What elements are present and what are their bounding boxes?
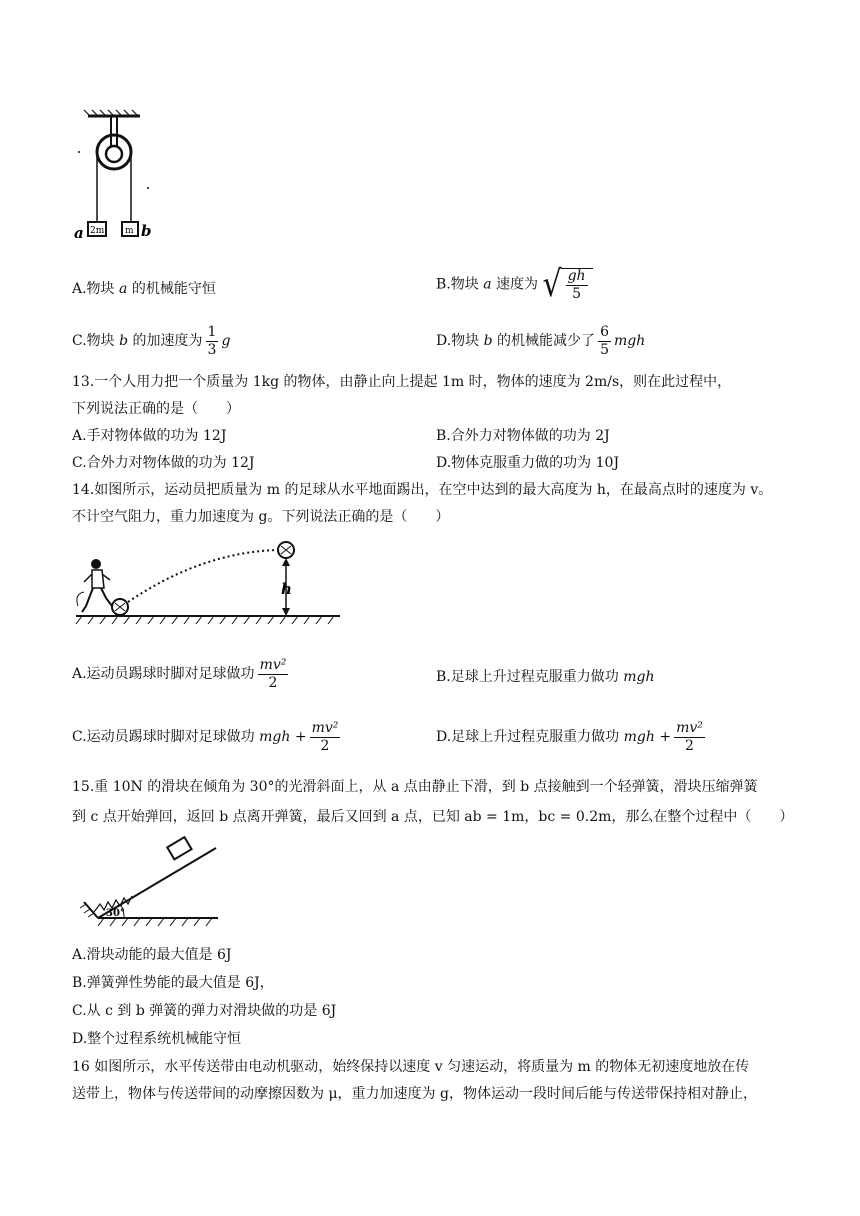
q12-option-d-mid: 的机械能减少了: [492, 333, 596, 350]
q12-option-c-numerator: 1: [207, 324, 217, 340]
pulley-box-b-label: m: [125, 226, 134, 236]
q13-option-d[interactable]: D.物体克服重力做的功为 10J: [436, 455, 620, 471]
q13-stem-line1: 13.一个人用力把一个质量为 1kg 的物体，由静止向上提起 1m 时，物体的速度为 2m/s，则在此过程中，: [72, 374, 732, 390]
q12-option-a[interactable]: [72, 278, 216, 298]
q14-option-d-text: D.足球上升过程克服重力做功: [436, 729, 620, 746]
q14-option-c[interactable]: [72, 721, 343, 753]
q13-option-b[interactable]: B.合外力对物体做的功为 2J: [436, 428, 610, 444]
q14-option-c-denominator: 2: [320, 737, 330, 754]
q14-option-b-expr: mgh: [623, 669, 655, 685]
q12-option-c-prefix: C.物块: [72, 333, 120, 350]
q12-option-a-suffix: 的机械能守恒: [127, 281, 216, 297]
q13-stem-line2: 下列说法正确的是（ ）: [72, 401, 240, 417]
q13-option-a[interactable]: A.手对物体做的功为 12J: [72, 428, 227, 444]
q13-option-c[interactable]: C.合外力对物体做的功为 12J: [72, 455, 255, 471]
incline-figure: [72, 836, 222, 928]
q12-option-c-denominator: 3: [207, 341, 217, 358]
q12-option-a-prefix: A.物块: [72, 281, 120, 297]
q16-stem-line1: 16 如图所示，水平传送带由电动机驱动，始终保持以速度 v 匀速运动，将质量为 m 的物体无初速度地放在传: [72, 1059, 750, 1075]
q14-option-a-numerator: mv²: [259, 657, 287, 673]
q15-option-b[interactable]: B.弹簧弹性势能的最大值是 6J，: [72, 975, 274, 991]
q14-option-c-numerator: mv²: [311, 720, 339, 736]
q12-option-d-numerator: 6: [600, 324, 609, 340]
football-figure: [72, 536, 344, 632]
q12-option-b[interactable]: [436, 263, 593, 306]
q14-option-a-denominator: 2: [268, 674, 278, 691]
q15-stem-line1: 15.重 10N 的滑块在倾角为 30°的光滑斜面上，从 a 点由静止下滑，到 b 点接触到一个轻弹簧，滑块压缩弹簧: [72, 779, 758, 795]
q12-option-d-tail: mgh: [613, 333, 646, 350]
q16-stem-line2: 送带上，物体与传送带间的动摩擦因数为 μ，重力加速度为 g，物体运动一段时间后能与传送带保持相对静止，: [72, 1086, 757, 1102]
q12-option-b-mid: 速度为: [491, 276, 539, 293]
incline-angle-label: 30°: [106, 908, 125, 919]
q14-option-b[interactable]: [436, 666, 654, 686]
q14-option-b-text: B.足球上升过程克服重力做功: [436, 669, 619, 685]
q15-option-d[interactable]: D.整个过程系统机械能守恒: [72, 1031, 242, 1047]
q15-option-c[interactable]: C.从 c 到 b 弹簧的弹力对滑块做的功是 6J: [72, 1003, 337, 1019]
pulley-box-a-label: 2m: [90, 226, 105, 236]
q12-option-d-denominator: 5: [600, 341, 609, 358]
pulley-label-a: a: [74, 224, 84, 242]
football-height-label: h: [281, 580, 292, 598]
q12-option-d-var: b: [483, 333, 493, 350]
q14-option-d-expr: mgh +: [623, 729, 672, 746]
sqrt-expression: √ $\frac{gh}{5}$: [542, 268, 592, 301]
q12-option-b-prefix: B.物块: [436, 276, 484, 293]
q14-option-a-text: A.运动员踢球时脚对足球做功: [72, 666, 255, 683]
q12-option-b-denominator: 5: [572, 285, 582, 302]
q14-option-d[interactable]: [436, 721, 708, 753]
q14-option-c-text: C.运动员踢球时脚对足球做功: [72, 729, 255, 746]
q12-option-c-tail: g: [221, 333, 231, 350]
q12-option-d-prefix: D.物块: [436, 333, 484, 350]
q14-option-a[interactable]: [72, 658, 291, 690]
q12-option-c-mid: 的加速度为: [128, 333, 203, 350]
q12-option-d[interactable]: [436, 325, 645, 357]
q12-option-a-var: a: [119, 281, 128, 297]
q14-option-c-expr: mgh +: [259, 729, 307, 746]
q15-option-a[interactable]: A.滑块动能的最大值是 6J: [72, 947, 232, 963]
q12-option-b-numerator: gh: [567, 268, 586, 284]
q12-option-c-var: b: [119, 333, 129, 350]
q12-option-c[interactable]: [72, 325, 230, 357]
q14-option-d-numerator: mv²: [676, 720, 703, 736]
pulley-figure: [68, 108, 160, 242]
q14-stem-line2: 不计空气阻力，重力加速度为 g。下列说法正确的是（ ）: [72, 509, 450, 525]
q14-option-d-denominator: 2: [685, 737, 694, 754]
q15-stem-line2: 到 c 点开始弹回，返回 b 点离开弹簧，最后又回到 a 点，已知 ab = 1m，bc = 0.2m，那么在整个过程中（ ）: [72, 809, 794, 825]
q12-option-b-var: a: [483, 276, 492, 293]
q14-stem-line1: 14.如图所示，运动员把质量为 m 的足球从水平地面踢出，在空中达到的最大高度为 h，在最高点时的速度为 v。: [72, 482, 773, 498]
pulley-label-b: b: [141, 222, 152, 240]
